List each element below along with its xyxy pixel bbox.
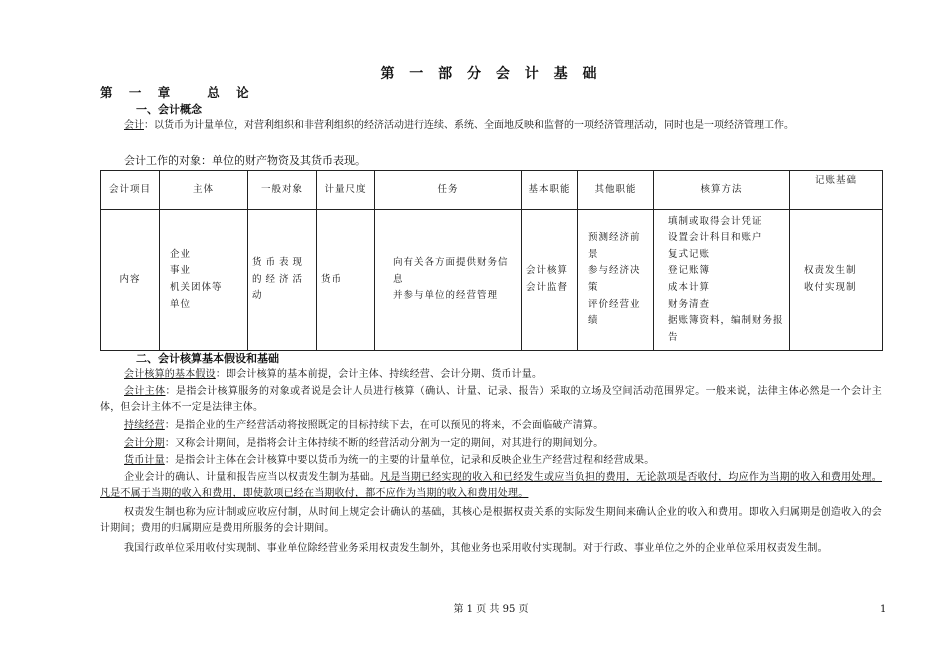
term-accounting: 会计 [124,120,144,131]
paragraph-text: ：即会计核算的基本前提，会计主体、持续经营、会计分期、货币计量。 [215,369,543,380]
method-line: 登记账簿 [668,265,711,277]
method-line: 填制或取得会计凭证 [668,215,763,227]
method-line: 财务清查 [668,298,711,310]
subject-line: 事业 [170,265,192,277]
other-function-line: 参与经济决策 [588,265,641,293]
header-cell: 其他职能 [578,171,654,210]
subject-cell [160,210,248,351]
header-cell: 基本职能 [522,171,578,210]
term-going-concern: 持续经营 [124,420,165,431]
accounting-concept-table [100,170,883,351]
other-function-line: 评价经营业绩 [588,298,641,327]
header-cell: 计量尺度 [317,171,375,210]
basis-cell [790,210,883,351]
document-page [100,0,887,672]
chapter-heading: 第 一 章 总 论 [100,85,255,100]
methods-cell [654,210,790,351]
paragraph-text: ：是指会计核算服务的对象或者说是会计人员进行核算（确认、计量、记录、报告）采取的立场及空间活动范围界定。一般来说，法律主体必然是一个会计主体，但会计主体不一定是法律主体。 [100,386,882,413]
task-line: 向有关各方面提供财务信息 [393,257,509,285]
method-line: 复式记账 [668,248,711,260]
section-heading-1: 一、会计概念 [136,103,202,116]
paragraph-accounting-entity [100,384,882,415]
header-cell: 记账基础 [790,171,883,210]
paragraph-accounting-object: 会计工作的对象：单位的财产物资及其货币表现。 [124,154,366,167]
term-accounting-entity: 会计主体 [124,386,166,397]
paragraph-basic-assumptions [100,367,882,383]
paragraph-text: ：又称会计期间，是指将会计主体持续不断的经营活动分割为一定的期间，对其进行的期间划分。 [164,438,604,449]
method-line: 成本计算 [668,282,711,293]
header-cell: 会计项目 [101,171,160,210]
subject-line: 机关团体等 [170,282,223,293]
paragraph-text: ：是指会计主体在会计核算中要以货币为统一的主要的计量单位，记录和反映企业生产经营过程和经营成果。 [164,455,655,466]
basic-function-line: 会计核算 [526,265,569,277]
paragraph-text: 企业会计的确认、计量和报告应当以权责发生制为基础。 [124,472,381,483]
paragraph-accrual-basis [100,470,882,501]
paragraph-accrual-explained: 权责发生制也称为应计制或应收应付制，从时间上规定会计确认的基础，其核心是根据权责关系的实际发生期间来确认企业的收入和费用。即收入归属期是创造收入的会计期间；费用的归属期应是费用所服务的会计期间。 [100,507,882,534]
subject-line: 单位 [170,298,192,310]
header-cell: 任务 [375,171,522,210]
underlined-text: 凡是当期已经实现的收入和已经发生或应当负担的费用，无论款项是否收付，均应作为当期的收入和费用处理。凡是不属于当期的收入和费用，即使款项已经在当期收付，都不应作为当期的收入和费用处理。 [100,472,882,499]
definition-text: ：以货币为计量单位，对营利组织和非营利组织的经济活动进行连续、系统、全面地反映和监督的一项经济管理活动，同时也是一项经济管理工作。 [144,120,794,131]
page-title: 第 一 部 分 会 计 基 础 [380,66,602,82]
page-footer: 第 1 页 共 95 页 [453,604,529,615]
measure-cell: 货币 [317,210,375,351]
basic-function-cell [522,210,578,351]
task-cell [375,210,522,351]
basic-function-line: 会计监督 [526,282,569,293]
paragraph-text: ：是指企业的生产经营活动将按照既定的目标持续下去，在可以预见的将来，不会面临破产清算。 [164,420,604,431]
table-row [101,210,883,351]
basis-line: 收付实现制 [804,282,857,293]
basis-line: 权责发生制 [804,265,857,277]
method-line: 设置会计科目和账户 [668,232,763,244]
paragraph-accounting-definition [100,118,882,134]
row-label-cell: 内容 [101,210,160,351]
table-header-row [101,171,883,210]
method-line: 据账簿资料，编制财务报告 [668,315,784,343]
term-monetary-measurement: 货币计量 [124,455,165,466]
task-line: 并参与单位的经营管理 [393,290,499,302]
page-number: 1 [880,604,887,615]
header-cell: 主体 [160,171,248,210]
object-cell: 货币表现的经济活动 [248,210,317,351]
term-basic-assumptions: 会计核算的基本假设 [124,369,216,380]
header-cell: 一般对象 [248,171,317,210]
other-function-cell [578,210,654,351]
paragraph-going-concern [100,418,882,434]
term-accounting-period: 会计分期 [124,438,165,449]
other-function-line: 预测经济前景 [588,232,641,260]
paragraph-government-basis: 我国行政单位采用收付实现制、事业单位除经营业务采用权责发生制外，其他业务也采用收付实现制。对于行政、事业单位之外的企业单位采用权责发生制。 [124,543,828,554]
paragraph-accounting-period [100,436,882,452]
subject-line: 企业 [170,248,192,260]
header-cell: 核算方法 [654,171,790,210]
paragraph-monetary-measurement [100,453,882,469]
section-heading-2: 二、会计核算基本假设和基础 [136,352,279,365]
